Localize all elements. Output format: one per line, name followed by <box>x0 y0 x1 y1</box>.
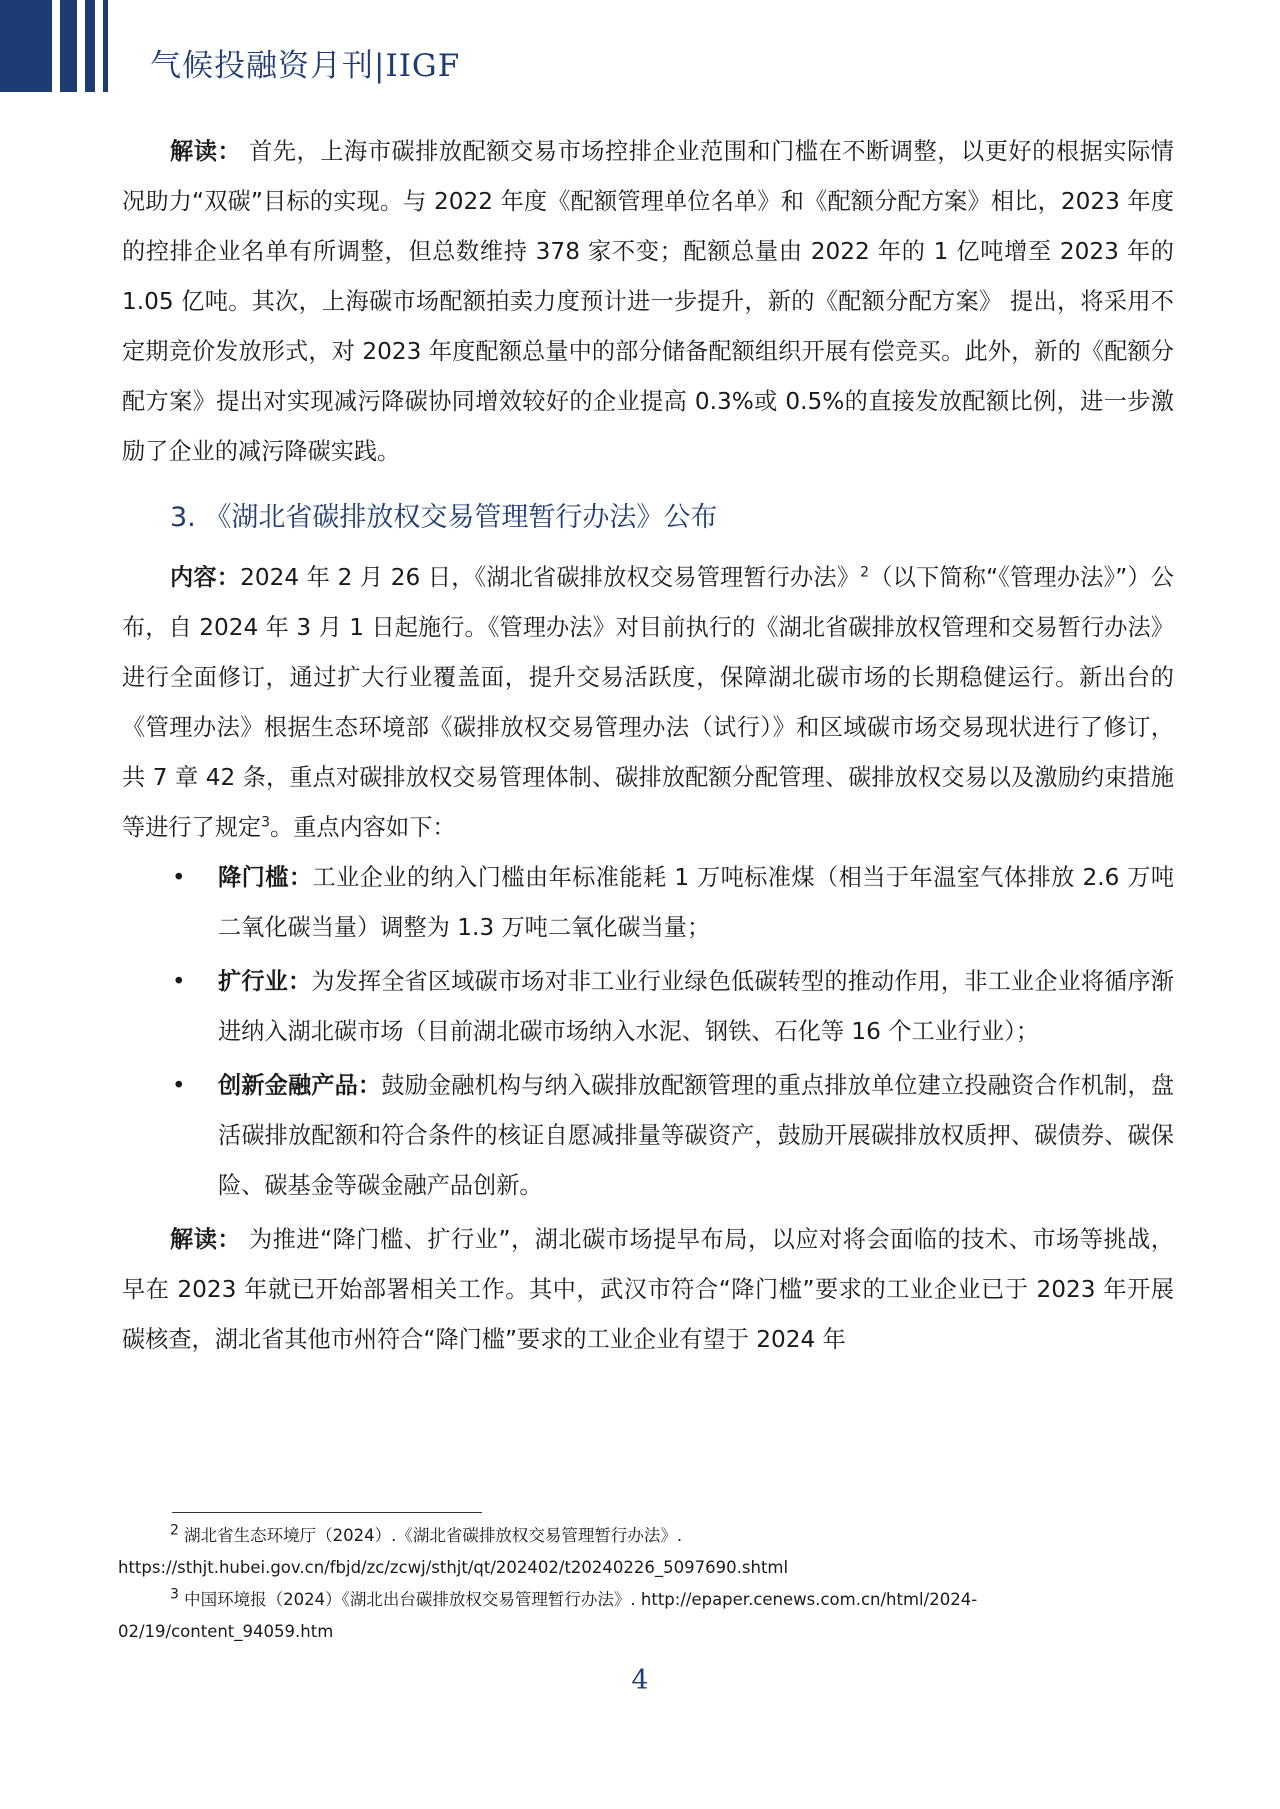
key-points-list <box>122 853 1174 1211</box>
footnote-ref[interactable]: 2 <box>860 564 870 581</box>
footnote-divider <box>172 1512 482 1513</box>
list-item <box>122 1061 1174 1211</box>
interpretation-text: 为推进“降门槛、扩行业”，湖北碳市场提早布局，以应对将会面临的技术、市场等挑战，早在 2023 年就已开始部署相关工作。其中，武汉市符合“降门槛”要求的工业企业已于 2023 年开展碳核查，湖北省其他市州符合“降门槛”要求的工业企业有望于 2024 年 <box>122 1226 1174 1353</box>
footnote-number: 2 <box>170 1522 179 1539</box>
bullet-text: 工业企业的纳入门槛由年标准能耗 1 万吨标准煤（相当于年温室气体排放 2.6 万吨二氧化碳当量）调整为 1.3 万吨二氧化碳当量； <box>218 864 1175 941</box>
content-label: 内容： <box>170 564 241 591</box>
interpretation-paragraph <box>122 127 1174 477</box>
footnote-url[interactable]: https://sthjt.hubei.gov.cn/fbjd/zc/zcwj/sthjt/qt/202402/t20240226_5097690.shtml <box>118 1558 789 1577</box>
list-item <box>122 957 1174 1057</box>
interpretation-paragraph <box>122 1215 1174 1365</box>
footnote <box>118 1584 1178 1648</box>
bullet-title: 创新金融产品： <box>218 1072 382 1099</box>
main-content <box>122 127 1174 1365</box>
footnote-number: 3 <box>170 1586 179 1603</box>
header-bar <box>85 0 95 92</box>
interpretation-label: 解读： <box>170 1226 242 1253</box>
page-number: 4 <box>631 1665 649 1696</box>
header-decoration-bars <box>0 0 120 92</box>
footnote <box>118 1520 1178 1552</box>
content-paragraph <box>122 553 1174 853</box>
footnote-text: 湖北省生态环境厅（2024）.《湖北省碳排放权交易管理暂行办法》. <box>178 1526 683 1545</box>
content-text: 2024 年 2 月 26 日，《湖北省碳排放权交易管理暂行办法》 <box>240 564 861 591</box>
bullet-icon: • <box>172 865 186 891</box>
footnotes <box>118 1520 1178 1648</box>
interpretation-text: 首先，上海市碳排放配额交易市场控排企业范围和门槛在不断调整，以更好的根据实际情况助力“双碳”目标的实现。与 2022 年度《配额管理单位名单》和《配额分配方案》相比，2023 年度的控排企业名单有所调整，但总数维持 378 家不变；配额总量由 2022 年的 1 亿吨增至 2023 年的 1.05 亿吨。其次，上海碳市场配额拍卖力度预计进一步提升，新的《配额分配方案》 提出，将采用不定期竞价发放形式，对 2023 年度配额总量中的部分储备配额组织开展有偿竞买。此外，新的《配额分配方案》提出对实现减污降碳协同增效较好的企业提高 0.3%或 0.5%的直接发放配额比例，进一步激励了企业的减污降碳实践。 <box>122 138 1174 465</box>
bullet-title: 降门槛： <box>218 864 313 891</box>
footnote-ref[interactable]: 3 <box>261 814 271 831</box>
bullet-text: 为发挥全省区域碳市场对非工业行业绿色低碳转型的推动作用，非工业企业将循序渐进纳入湖北碳市场（目前湖北碳市场纳入水泥、钢铁、石化等 16 个工业行业）； <box>218 968 1174 1045</box>
bullet-icon: • <box>172 1073 186 1099</box>
header-bar <box>0 0 52 92</box>
header-bar <box>60 0 77 92</box>
section-heading: 3. 《湖北省碳排放权交易管理暂行办法》公布 <box>170 502 718 533</box>
content-text: （以下简称“《管理办法》”）公布，自 2024 年 3 月 1 日起施行。《管理办法》对目前执行的《湖北省碳排放权管理和交易暂行办法》进行全面修订，通过扩大行业覆盖面，提升交易活跃度，保障湖北碳市场的长期稳健运行。新出台的《管理办法》根据生态环境部《碳排放权交易管理办法（试行）》和区域碳市场交易现状进行了修订，共 7 章 42 条，重点对碳排放权交易管理体制、碳排放配额分配管理、碳排放权交易以及激励约束措施等进行了规定 <box>122 564 1174 841</box>
bullet-title: 扩行业： <box>218 968 312 995</box>
header-bar <box>103 0 108 92</box>
footnote-text: 中国环境报（2024）《湖北出台碳排放权交易管理暂行办法》. http://epaper.cenews.com.cn/html/2024-02/19/content_94059.htm <box>118 1590 978 1641</box>
interpretation-label: 解读： <box>170 138 242 165</box>
bullet-text: 鼓励金融机构与纳入碳排放配额管理的重点排放单位建立投融资合作机制，盘活碳排放配额和符合条件的核证自愿减排量等碳资产，鼓励开展碳排放权质押、碳债券、碳保险、碳基金等碳金融产品创新。 <box>218 1072 1175 1199</box>
content-text: 。重点内容如下： <box>270 814 456 841</box>
list-item <box>122 853 1174 953</box>
bullet-icon: • <box>172 969 186 995</box>
journal-title: 气候投融资月刊|IIGF <box>150 48 461 84</box>
